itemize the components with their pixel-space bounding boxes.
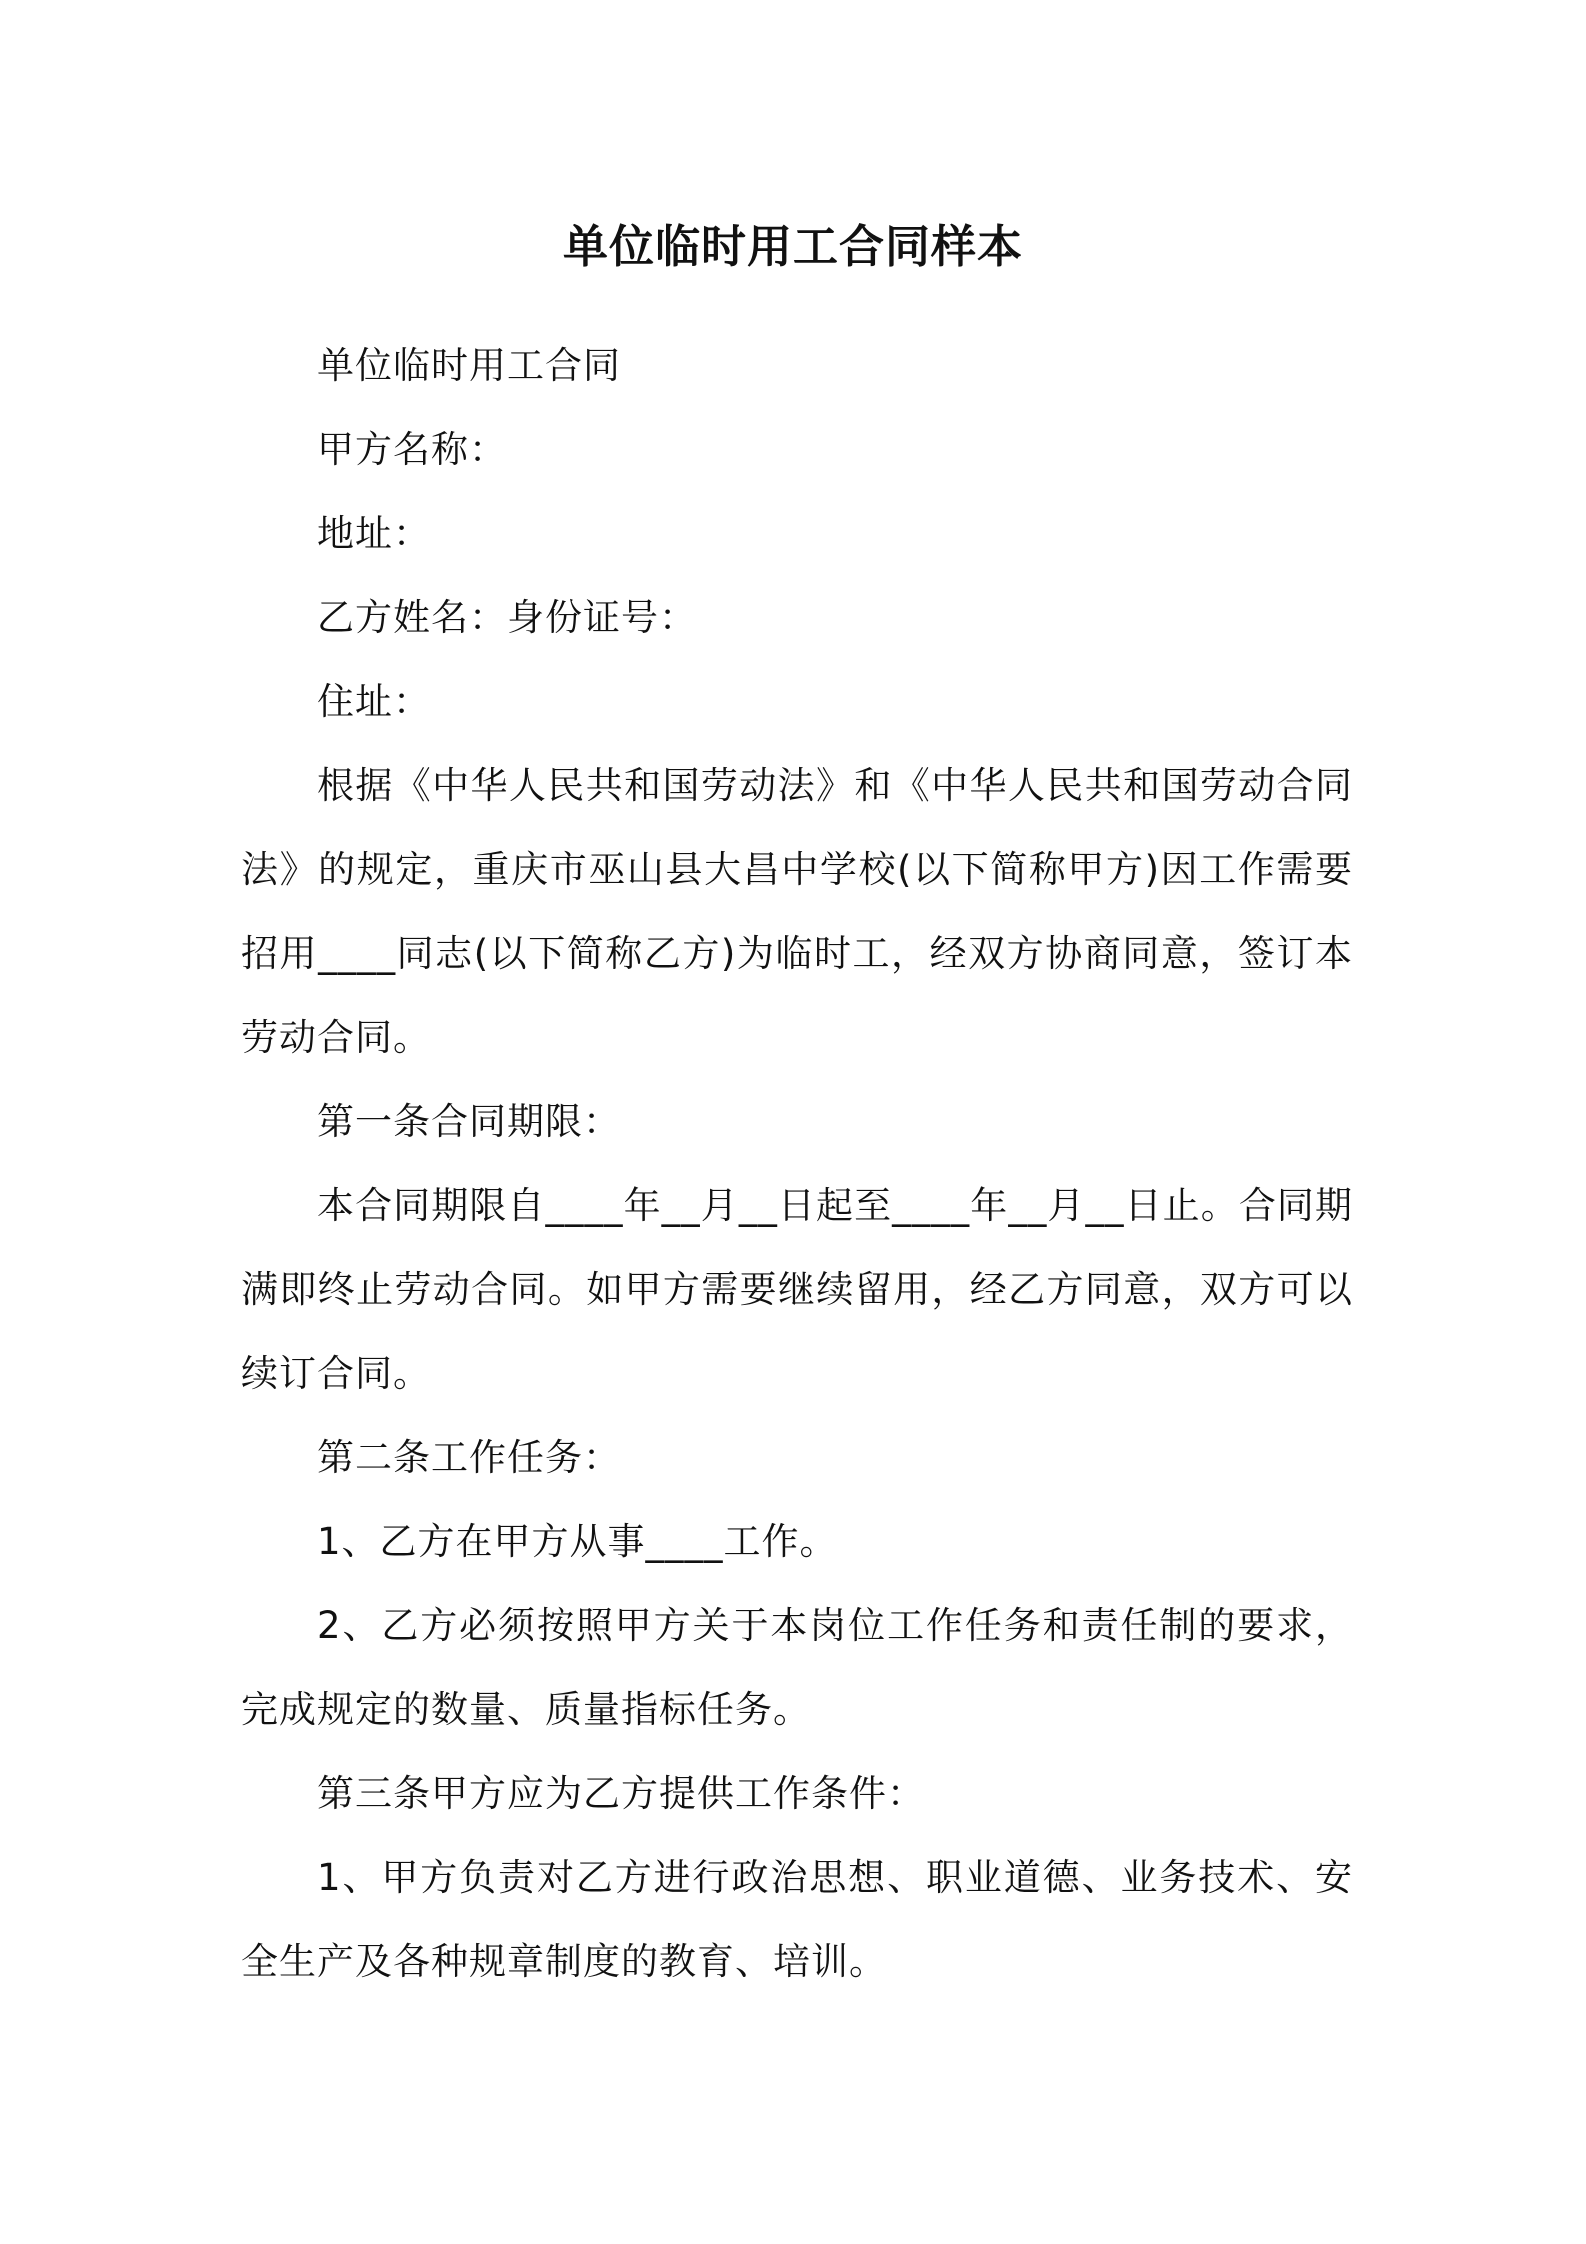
article-2-heading: 第二条工作任务： — [317, 1436, 621, 1479]
article-2-item-1: 1、乙方在甲方从事____工作。 — [317, 1520, 838, 1563]
article-1-term-paragraph: 本合同期限自____年__月__日起至____年__月__日止。合同期满即终止劳动合同。如甲方需要继续留用，经乙方同意，双方可以续订合同。 — [241, 1184, 1353, 1395]
article-1-heading: 第一条合同期限： — [317, 1100, 621, 1143]
preamble-paragraph: 根据《中华人民共和国劳动法》和《中华人民共和国劳动合同法》的规定，重庆市巫山县大昌中学校(以下简称甲方)因工作需要招用____同志(以下简称乙方)为临时工，经双方协商同意，签订本劳动合同。 — [241, 764, 1353, 1059]
document-title: 单位临时用工合同样本 — [562, 220, 1023, 273]
article-2-item-2: 2、乙方必须按照甲方关于本岗位工作任务和责任制的要求，完成规定的数量、质量指标任务。 — [241, 1604, 1353, 1731]
party-a-address-line: 地址： — [317, 512, 431, 555]
party-b-name-id-line: 乙方姓名：身份证号： — [317, 596, 697, 639]
article-3-item-1: 1、甲方负责对乙方进行政治思想、职业道德、业务技术、安全生产及各种规章制度的教育、培训。 — [241, 1856, 1353, 1983]
document-body — [241, 324, 1353, 2004]
party-a-name-line: 甲方名称： — [317, 428, 507, 471]
party-b-residence-line: 住址： — [317, 680, 431, 723]
article-3-heading: 第三条甲方应为乙方提供工作条件： — [317, 1772, 925, 1815]
contract-heading: 单位临时用工合同 — [317, 344, 621, 387]
